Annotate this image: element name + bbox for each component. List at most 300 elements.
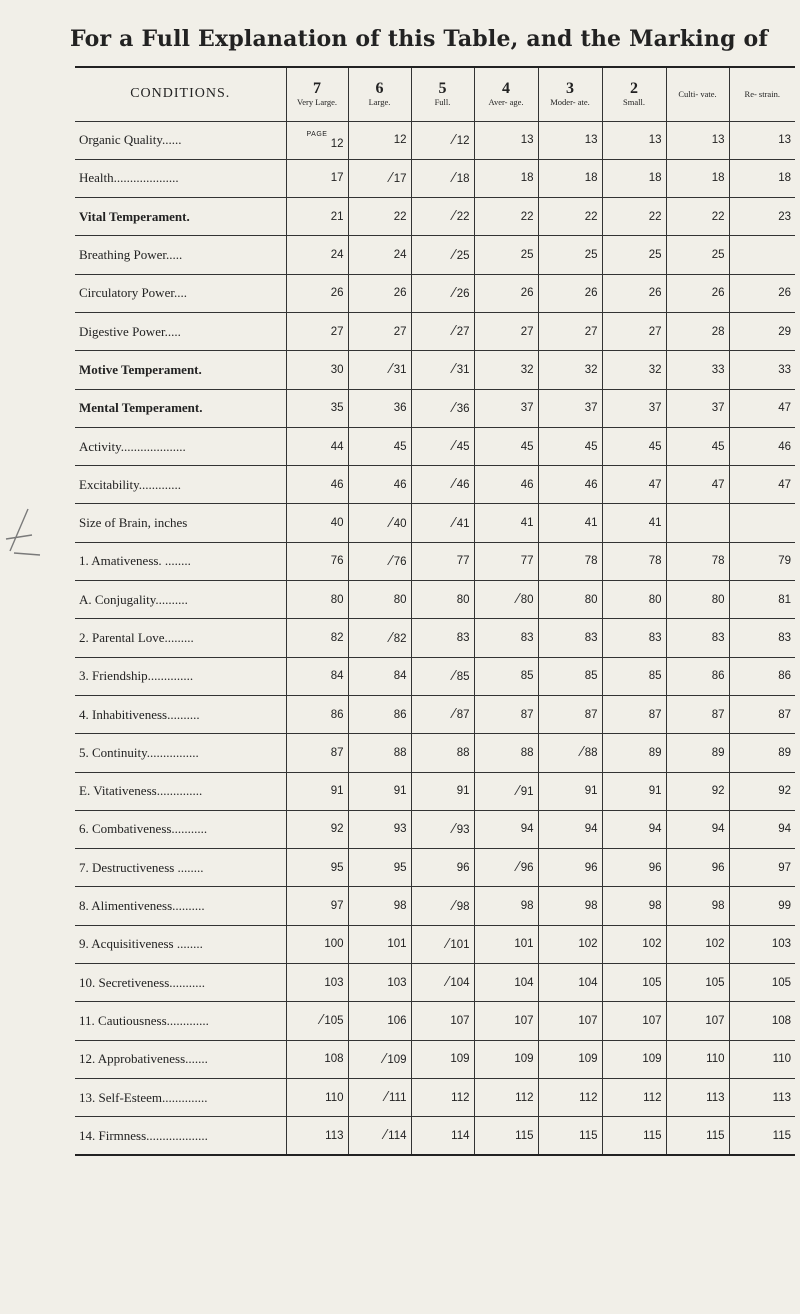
page-number: 108: [771, 1014, 791, 1027]
pencil-check-mark: ⁄: [452, 668, 455, 684]
page-number: 18: [778, 172, 791, 185]
page-number-cell: [666, 964, 729, 1002]
condition-name: 11. Cautiousness.............: [75, 1002, 286, 1040]
page-number-cell: [348, 964, 411, 1002]
page-number-cell: [348, 887, 411, 925]
page-number: 27: [456, 326, 470, 339]
page-number-cell: [474, 427, 538, 465]
pencil-check-mark: ⁄: [452, 170, 455, 186]
page-number: 102: [705, 938, 725, 951]
page-number-cell: [286, 236, 348, 274]
page-number: 96: [584, 861, 598, 874]
page-number: 80: [648, 593, 662, 606]
page-number-cell: [538, 925, 602, 963]
page-number-cell: [348, 466, 411, 504]
page-number: 85: [520, 670, 534, 683]
page-number-cell: [474, 887, 538, 925]
page-number: 82: [330, 632, 344, 644]
page-number: 95: [393, 861, 407, 874]
page-number: 112: [451, 1091, 470, 1104]
page-number: 12: [330, 137, 344, 150]
pencil-check-mark: ⁄: [452, 324, 455, 340]
page-number: 98: [520, 900, 534, 913]
page-number-cell: [538, 1117, 602, 1155]
page-number: 91: [584, 785, 598, 798]
pencil-check-mark: ⁄: [452, 821, 455, 837]
page-number: 86: [711, 670, 725, 683]
page-number-cell: [666, 734, 729, 772]
page-number: 92: [778, 785, 791, 798]
page-number: 33: [778, 363, 791, 376]
column-header: 6 Large.: [348, 67, 411, 121]
page-number-cell: [729, 581, 795, 619]
page-number-cell: [348, 619, 411, 657]
page-number: 115: [772, 1129, 791, 1142]
condition-name: Vital Temperament.: [75, 198, 286, 236]
page-number: 91: [393, 785, 407, 798]
page-number-cell: [729, 810, 795, 848]
page-number: 22: [456, 211, 470, 224]
pencil-check-mark: ⁄: [452, 515, 455, 531]
page-number: 29: [778, 325, 791, 338]
page-number: 96: [711, 861, 725, 874]
page-number: 85: [648, 670, 662, 683]
page-number-cell: [286, 695, 348, 733]
page-number-cell: [666, 236, 729, 274]
page-number: 95: [330, 861, 344, 874]
page-number: 47: [778, 478, 791, 491]
page-number: 83: [778, 632, 791, 644]
page-number-cell: [411, 925, 474, 963]
page-number: 46: [520, 478, 534, 491]
page-number: 31: [393, 364, 407, 377]
condition-name: 13. Self-Esteem..............: [75, 1078, 286, 1116]
page-number-cell: [348, 657, 411, 695]
page-number-cell: [474, 351, 538, 389]
condition-name: 6. Combativeness...........: [75, 810, 286, 848]
page-number-cell: [666, 810, 729, 848]
page-number: 86: [393, 708, 407, 721]
page-number: 76: [330, 555, 344, 568]
page-number: 22: [648, 210, 662, 223]
page-number: 25: [648, 249, 662, 262]
condition-name: 7. Destructiveness ........: [75, 849, 286, 887]
page-number-cell: [538, 121, 602, 159]
page-number: 88: [456, 746, 470, 759]
page-number-cell: [666, 1117, 729, 1155]
page-number-cell: [729, 274, 795, 312]
condition-name: Motive Temperament.: [75, 351, 286, 389]
column-header: Culti- vate.: [666, 67, 729, 121]
table-row: [75, 1040, 795, 1078]
page-number: 109: [450, 1053, 470, 1066]
page-number: 113: [325, 1129, 344, 1142]
page-number-cell: [666, 312, 729, 350]
page-number-cell: [666, 1040, 729, 1078]
page-number-cell: [286, 198, 348, 236]
page-number-cell: [474, 925, 538, 963]
page-number: 105: [705, 976, 725, 989]
page-number: 46: [330, 478, 344, 491]
page-number-cell: [411, 581, 474, 619]
page-number: 46: [778, 440, 791, 453]
page-number: 99: [778, 900, 791, 913]
page-number: 88: [584, 747, 598, 760]
page-number-cell: [538, 1078, 602, 1116]
page-number: 18: [520, 172, 534, 185]
page-number: 45: [711, 440, 725, 453]
pencil-check-mark: ⁄: [516, 860, 519, 876]
page-number-cell: [666, 198, 729, 236]
condition-name: E. Vitativeness..............: [75, 772, 286, 810]
page-number: 80: [584, 593, 598, 606]
page-number: 80: [330, 593, 344, 606]
pencil-check-mark: ⁄: [452, 362, 455, 378]
page-number: 47: [711, 478, 725, 491]
page-number: 26: [584, 287, 598, 300]
page-number: 79: [778, 555, 791, 568]
page-number: 101: [450, 938, 470, 951]
page-number: 45: [456, 441, 470, 454]
page-number-cell: [286, 1078, 348, 1116]
pencil-check-mark: ⁄: [389, 170, 392, 186]
page-number: 41: [456, 517, 470, 530]
page-number: 45: [393, 440, 407, 453]
page-number-cell: [348, 1040, 411, 1078]
page-number-cell: [348, 159, 411, 197]
page-number-cell: [348, 925, 411, 963]
page-number-cell: [286, 1040, 348, 1078]
page-number-cell: [348, 542, 411, 580]
page-number: 40: [330, 517, 344, 530]
page-number-cell: [666, 274, 729, 312]
page-number: 46: [393, 478, 407, 491]
page-number-cell: [474, 312, 538, 350]
page-number-cell: [538, 1040, 602, 1078]
page-number: 87: [584, 708, 598, 721]
page-number: 25: [456, 249, 470, 262]
page-number: 87: [648, 708, 662, 721]
page-number-cell: [602, 772, 666, 810]
pencil-check-mark: ⁄: [389, 553, 392, 569]
page-number: 82: [393, 632, 407, 645]
page-number: 98: [456, 900, 470, 913]
page-number: 87: [711, 708, 725, 721]
page-number-cell: [411, 198, 474, 236]
page-number: 111: [389, 1092, 407, 1105]
page-number-cell: [602, 1002, 666, 1040]
page-number: 113: [706, 1091, 725, 1104]
page-number: 26: [393, 287, 407, 300]
page-label: PAGE: [306, 130, 328, 138]
table-row: [75, 274, 795, 312]
page-number: 32: [520, 363, 534, 376]
condition-name: 4. Inhabitiveness..........: [75, 695, 286, 733]
page-number-cell: [286, 964, 348, 1002]
page-number: 41: [520, 517, 534, 530]
page-number: 91: [456, 785, 470, 798]
page-number-cell: [666, 581, 729, 619]
page-number: 41: [648, 517, 662, 530]
table-row: [75, 351, 795, 389]
page-number-cell: [286, 925, 348, 963]
page-number-cell: [286, 1117, 348, 1155]
page-number-cell: [602, 619, 666, 657]
table-row: [75, 1078, 795, 1116]
page-number-cell: [348, 810, 411, 848]
page-number-cell: [411, 849, 474, 887]
page-number: 23: [778, 210, 791, 223]
column-header: Re- strain.: [729, 67, 795, 121]
page-number-cell: [348, 581, 411, 619]
page-number-cell: [729, 198, 795, 236]
page-number-cell: [348, 427, 411, 465]
page-number: 109: [578, 1053, 598, 1066]
condition-name: Size of Brain, inches: [75, 504, 286, 542]
page-number: 115: [515, 1129, 534, 1142]
page-number: 109: [387, 1053, 407, 1066]
page-number: 107: [450, 1014, 470, 1027]
page-number-cell: [602, 351, 666, 389]
page-number-cell: [729, 466, 795, 504]
page-number-cell: [666, 1002, 729, 1040]
page-number-cell: [286, 274, 348, 312]
page-number: 26: [711, 287, 725, 300]
page-number-cell: [348, 198, 411, 236]
page-number: 93: [393, 823, 407, 836]
page-number: 104: [514, 976, 534, 989]
page-number: 109: [514, 1053, 534, 1066]
page-number-cell: [474, 1078, 538, 1116]
page-number-cell: [348, 1002, 411, 1040]
page-number: 83: [520, 632, 534, 644]
page-number-cell: [348, 236, 411, 274]
page-number: 108: [324, 1053, 344, 1066]
page-number: 89: [778, 746, 791, 759]
condition-name: 14. Firmness...................: [75, 1117, 286, 1155]
page-number-cell: [348, 389, 411, 427]
page-number: 22: [520, 210, 534, 223]
page-number-cell: [538, 772, 602, 810]
page-number: 33: [711, 363, 725, 376]
page-number: 88: [393, 746, 407, 759]
page-number-cell: [474, 964, 538, 1002]
page-number-cell: [538, 504, 602, 542]
page-number-cell: [411, 389, 474, 427]
page-number: 41: [584, 517, 598, 530]
pencil-check-mark: ⁄: [452, 898, 455, 914]
page-number-cell: [474, 1040, 538, 1078]
page-number-cell: [602, 1117, 666, 1155]
table-row: [75, 964, 795, 1002]
page-number: 103: [324, 976, 344, 989]
page-number: 26: [520, 287, 534, 300]
pencil-check-mark: ⁄: [383, 1128, 387, 1144]
page-number-cell: [348, 772, 411, 810]
page-number: 83: [648, 632, 662, 644]
page-number-cell: [474, 734, 538, 772]
page-number-cell: [729, 1078, 795, 1116]
page-number: 25: [584, 249, 598, 262]
page-number-cell: [666, 849, 729, 887]
page-number-cell: [411, 274, 474, 312]
page-number: 114: [451, 1129, 470, 1142]
page-number: 98: [711, 900, 725, 913]
table-body: [75, 121, 795, 1155]
page-number-cell: [538, 581, 602, 619]
column-header: 3 Moder- ate.: [538, 67, 602, 121]
page-number: 80: [520, 594, 534, 607]
page-number-cell: [729, 121, 795, 159]
page-number: 94: [711, 823, 725, 836]
page-number-cell: [286, 772, 348, 810]
page-number-cell: [474, 274, 538, 312]
table-row: [75, 581, 795, 619]
page-number-cell: [602, 657, 666, 695]
page-number-cell: [474, 159, 538, 197]
page-number-cell: [474, 657, 538, 695]
page-number: 17: [393, 172, 407, 185]
page-number-cell: [602, 849, 666, 887]
page-number-cell: [474, 466, 538, 504]
page-number: 21: [330, 210, 344, 223]
page-number-cell: [729, 657, 795, 695]
page-number-cell: [602, 236, 666, 274]
page-number-cell: [348, 121, 411, 159]
page-number: 17: [330, 172, 344, 185]
page-number-cell: [286, 389, 348, 427]
page-number: 12: [456, 134, 470, 147]
page-number-cell: [602, 542, 666, 580]
page-number-cell: [411, 887, 474, 925]
page-number: 92: [711, 785, 725, 798]
page-number: 101: [514, 938, 534, 951]
page-number: 107: [642, 1014, 662, 1027]
table-row: [75, 810, 795, 848]
page-number-cell: [602, 887, 666, 925]
pencil-check-mark: ⁄: [389, 630, 392, 646]
page-number: 115: [643, 1129, 662, 1142]
page-number-cell: [474, 1002, 538, 1040]
page-number-cell: [286, 504, 348, 542]
page-number-cell: [666, 159, 729, 197]
column-header: 7 Very Large.: [286, 67, 348, 121]
page-number-cell: [729, 734, 795, 772]
page-number: 37: [584, 402, 598, 415]
page-number-cell: [666, 351, 729, 389]
page-number: 35: [330, 402, 344, 415]
page-number-cell: [411, 964, 474, 1002]
page-number-cell: [286, 121, 348, 159]
condition-name: 9. Acquisitiveness ........: [75, 925, 286, 963]
page-number: 80: [456, 593, 470, 606]
table-row: [75, 657, 795, 695]
page-number-cell: [666, 657, 729, 695]
page-number: 27: [330, 325, 344, 338]
page-number-cell: [666, 466, 729, 504]
page-number: 107: [578, 1014, 598, 1027]
page-number-cell: [666, 542, 729, 580]
page-number-cell: [474, 1117, 538, 1155]
page-number-cell: [602, 389, 666, 427]
page-number: 18: [584, 172, 598, 185]
page-number: 13: [584, 134, 598, 147]
page-number-cell: [286, 734, 348, 772]
page-number: 107: [705, 1014, 725, 1027]
pencil-check-mark: ⁄: [383, 1051, 386, 1067]
table-row: [75, 925, 795, 963]
page-number-cell: [666, 887, 729, 925]
condition-name: 10. Secretiveness...........: [75, 964, 286, 1002]
page-number-cell: [666, 695, 729, 733]
page-number-cell: [729, 772, 795, 810]
page-number-cell: [411, 810, 474, 848]
page-number-cell: [538, 236, 602, 274]
condition-name: 8. Alimentiveness..........: [75, 887, 286, 925]
page-number-cell: [729, 351, 795, 389]
page-number-cell: [286, 159, 348, 197]
page-number: 25: [711, 249, 725, 262]
page-number: 44: [330, 440, 344, 453]
phrenology-chart-table: [75, 66, 795, 1156]
table-row: [75, 1117, 795, 1155]
page-number: 92: [330, 823, 344, 836]
table-row: [75, 504, 795, 542]
page-number-cell: [286, 351, 348, 389]
page-heading: For a Full Explanation of this Table, and the Marking of: [70, 26, 769, 52]
page-number-cell: [538, 389, 602, 427]
page-number: 89: [711, 746, 725, 759]
page-number-cell: [411, 1040, 474, 1078]
conditions-header: CONDITIONS.: [75, 67, 286, 121]
page-number: 32: [584, 363, 598, 376]
page-number-cell: [602, 504, 666, 542]
page-number: 112: [515, 1091, 534, 1104]
page-number: 18: [648, 172, 662, 185]
page-number: 26: [778, 287, 791, 300]
page-number-cell: [474, 198, 538, 236]
page-number: 91: [648, 785, 662, 798]
page-number-cell: [474, 236, 538, 274]
header-row: [75, 67, 795, 121]
table-row: [75, 772, 795, 810]
pencil-check-mark: ⁄: [452, 477, 455, 493]
page-number: 94: [584, 823, 598, 836]
page-number: 97: [778, 861, 791, 874]
condition-name: Activity....................: [75, 427, 286, 465]
page-number-cell: [538, 1002, 602, 1040]
page-number-cell: [602, 925, 666, 963]
page-number-cell: [538, 542, 602, 580]
page-number: 80: [711, 593, 725, 606]
page-number-cell: [538, 734, 602, 772]
page-number: 87: [330, 746, 344, 759]
page-number-cell: [729, 389, 795, 427]
page-number: 13: [520, 134, 534, 147]
page-number: 91: [520, 785, 534, 798]
page-number-cell: [602, 427, 666, 465]
page-number-cell: [666, 619, 729, 657]
page-number: 80: [393, 593, 407, 606]
page-number-cell: [729, 887, 795, 925]
page-number-cell: [411, 1117, 474, 1155]
pencil-check-mark: ⁄: [452, 400, 455, 416]
page-number: 110: [325, 1091, 344, 1104]
page-number: 13: [648, 134, 662, 147]
page-number: 87: [456, 709, 470, 722]
page-number-cell: [286, 427, 348, 465]
table-row: [75, 312, 795, 350]
